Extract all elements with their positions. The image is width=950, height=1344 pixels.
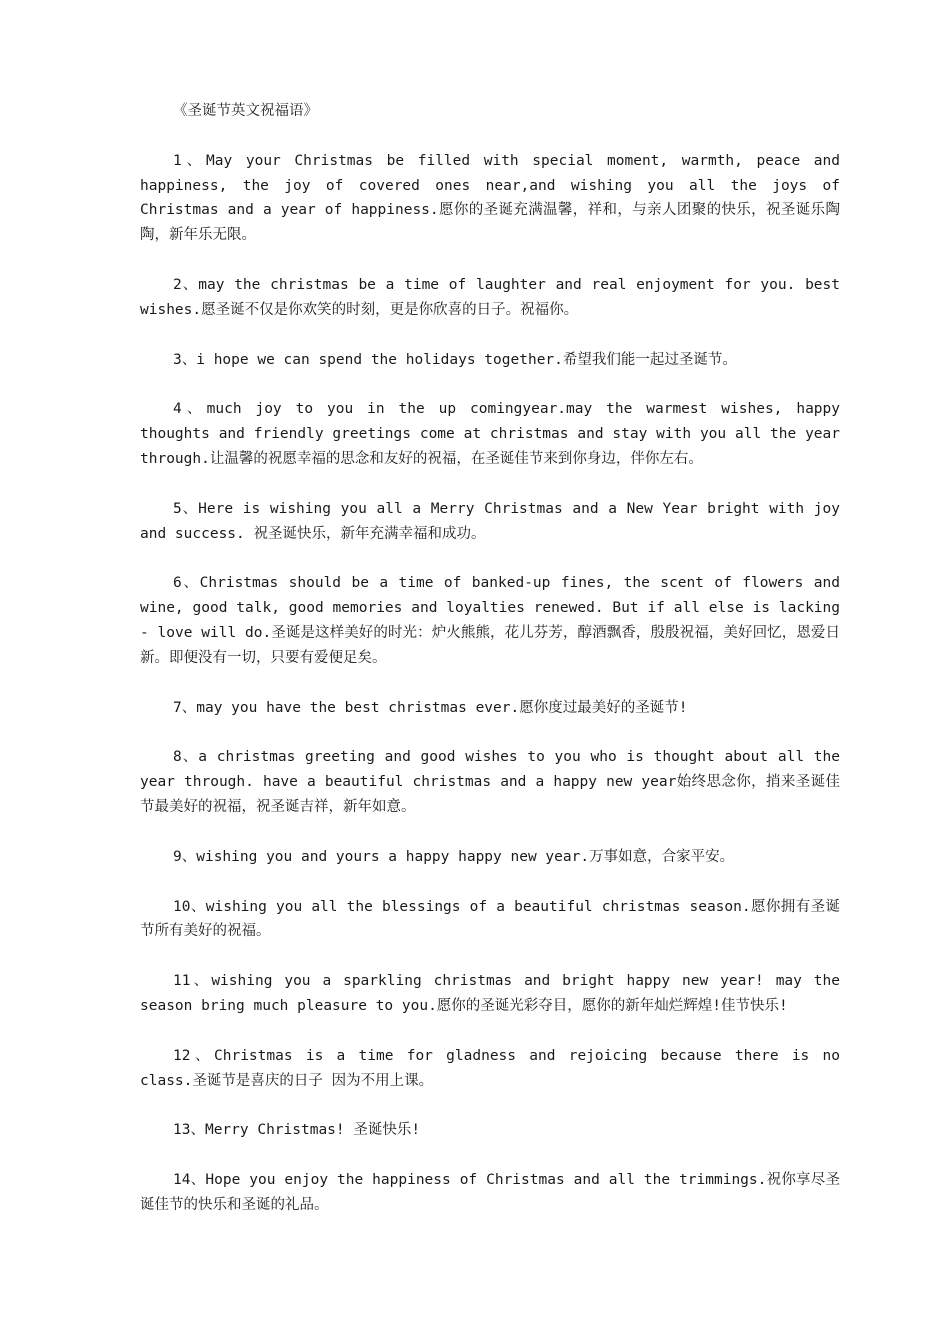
wish-entry-2: 2、may the christmas be a time of laughter and real enjoyment for you. best wishes.愿圣诞不仅是你欢笑的时刻，更是你欣喜的日子。祝福你。 bbox=[140, 276, 840, 318]
wish-entry-8: 8、a christmas greeting and good wishes to you who is thought about all the year through. have a beautiful christmas and a happy new year始终思念你，捎来圣诞佳节最美好的祝福，祝圣诞吉祥，新年如意。 bbox=[140, 749, 840, 815]
document-title: 《圣诞节英文祝福语》 bbox=[173, 103, 318, 119]
wish-entry-5: 5、Here is wishing you all a Merry Christmas and a New Year bright with joy and success. 祝圣诞快乐，新年充满幸福和成功。 bbox=[140, 500, 840, 542]
document-page bbox=[140, 99, 840, 1243]
wish-entry-1: 1、May your Christmas be filled with special moment, warmth, peace and happiness, the joy of covered ones near,and wishing you all the joys of Christmas and a year of happiness.愿你的圣诞充满温馨，祥和，与亲人团聚的快乐，祝圣诞乐陶陶，新年乐无限。 bbox=[140, 152, 840, 244]
wish-entry-10: 10、wishing you all the blessings of a beautiful christmas season.愿你拥有圣诞节所有美好的祝福。 bbox=[140, 898, 840, 940]
wish-entry-11: 11、wishing you a sparkling christmas and bright happy new year! may the season bring much pleasure to you.愿你的圣诞光彩夺目，愿你的新年灿烂辉煌!佳节快乐! bbox=[140, 973, 840, 1014]
wish-entry-6: 6、Christmas should be a time of banked-up fines, the scent of flowers and wine, good talk, good memories and loyalties renewed. But if all else is lacking - love will do.圣诞是这样美好的时光：炉火熊熊，花儿芬芳，醇酒飘香，殷殷祝福，美好回忆，恩爱日新。即便没有一切，只要有爱便足矣。 bbox=[140, 575, 840, 666]
wish-entry-7: 7、may you have the best christmas ever.愿你度过最美好的圣诞节! bbox=[173, 699, 688, 716]
wish-entry-14: 14、Hope you enjoy the happiness of Christmas and all the trimmings.祝你享尽圣诞佳节的快乐和圣诞的礼品。 bbox=[140, 1172, 840, 1213]
wish-entry-13: 13、Merry Christmas! 圣诞快乐! bbox=[173, 1122, 421, 1139]
wish-entry-3: 3、i hope we can spend the holidays together.希望我们能一起过圣诞节。 bbox=[173, 351, 737, 368]
wish-entry-4: 4、much joy to you in the up comingyear.may the warmest wishes, happy thoughts and friendly greetings come at christmas and stay with you all the year through.让温馨的祝愿幸福的思念和友好的祝福，在圣诞佳节来到你身边，伴你左右。 bbox=[140, 401, 840, 467]
wish-entry-12: 12、Christmas is a time for gladness and rejoicing because there is no class.圣诞节是喜庆的日子 因为不用上课。 bbox=[140, 1047, 840, 1089]
wish-entry-9: 9、wishing you and yours a happy happy new year.万事如意，合家平安。 bbox=[173, 848, 735, 865]
